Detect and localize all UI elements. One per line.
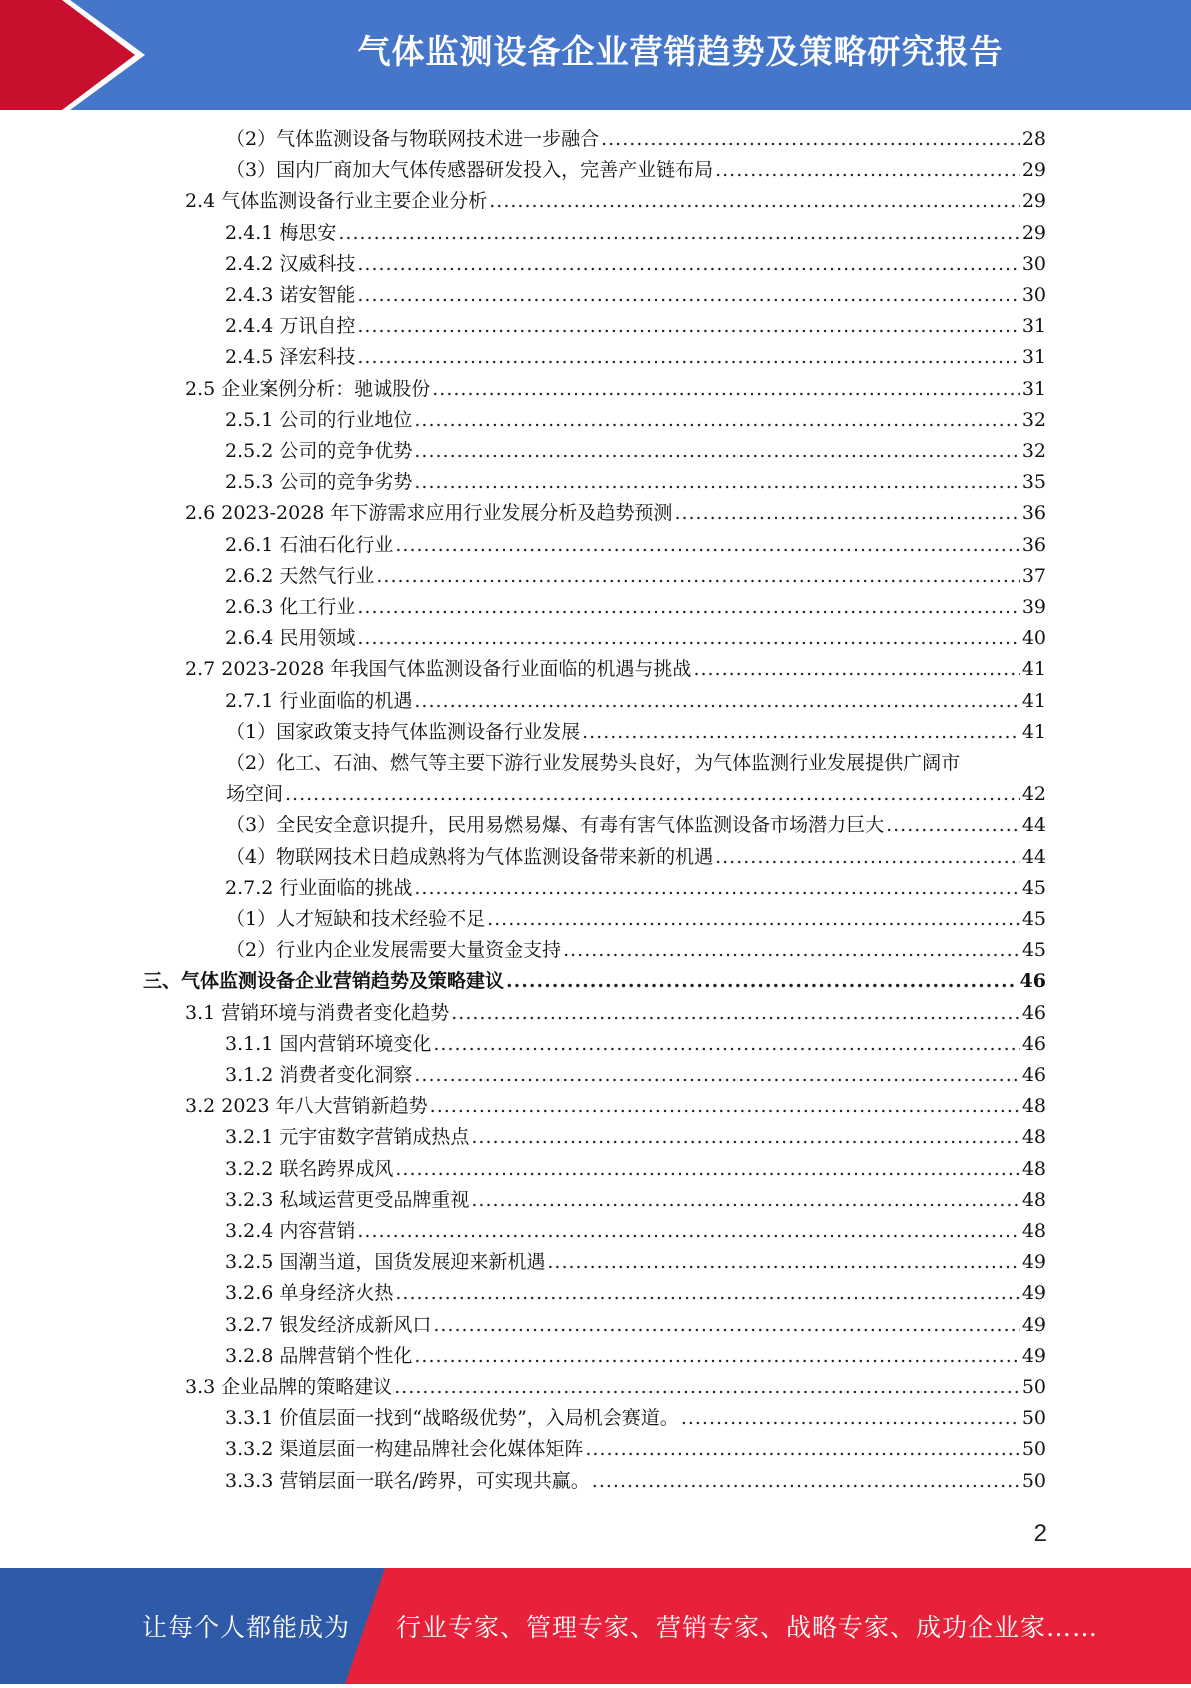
toc-leader-dots bbox=[582, 717, 1020, 748]
toc-entry[interactable] bbox=[185, 186, 1046, 217]
toc-entry[interactable] bbox=[225, 1154, 1046, 1185]
toc-page-number: 32 bbox=[1021, 409, 1046, 431]
toc-entry-text: 3.2.5 国潮当道，国货发展迎来新机遇 bbox=[225, 1251, 546, 1273]
toc-leader-dots bbox=[338, 218, 1019, 249]
page-number: 2 bbox=[1033, 1520, 1047, 1547]
toc-page-number: 29 bbox=[1021, 159, 1046, 181]
toc-page-number: 36 bbox=[1021, 502, 1046, 524]
toc-entry[interactable] bbox=[225, 1434, 1046, 1465]
toc-entry-text-continued: 场空间 bbox=[226, 783, 284, 805]
toc-entry[interactable] bbox=[225, 1122, 1046, 1153]
toc-leader-dots bbox=[506, 966, 1018, 997]
toc-leader-dots bbox=[414, 405, 1019, 436]
toc-leader-dots bbox=[357, 311, 1019, 342]
toc-entry-text: 2.5 企业案例分析：驰诚股份 bbox=[185, 378, 431, 400]
toc-entry[interactable] bbox=[225, 686, 1046, 717]
toc-entry-text: （1）国家政策支持气体监测设备行业发展 bbox=[226, 721, 581, 743]
toc-entry[interactable] bbox=[225, 467, 1046, 498]
toc-entry[interactable] bbox=[185, 1091, 1046, 1122]
toc-entry-text: （3）国内厂商加大气体传感器研发投入，完善产业链布局 bbox=[226, 159, 714, 181]
toc-entry[interactable] bbox=[226, 155, 1046, 186]
toc-entry-text: 2.5.3 公司的竞争劣势 bbox=[225, 471, 413, 493]
toc-entry[interactable] bbox=[225, 1029, 1046, 1060]
toc-entry[interactable] bbox=[225, 280, 1046, 311]
toc-entry[interactable] bbox=[143, 966, 1046, 997]
toc-page-number: 49 bbox=[1021, 1251, 1046, 1273]
toc-entry-text: 3.1.2 消费者变化洞察 bbox=[225, 1064, 413, 1086]
toc-entry[interactable] bbox=[225, 436, 1046, 467]
toc-leader-dots bbox=[585, 1434, 1019, 1465]
toc-entry[interactable] bbox=[225, 1247, 1046, 1278]
toc-entry[interactable] bbox=[226, 717, 1046, 748]
toc-page-number: 50 bbox=[1021, 1438, 1046, 1460]
toc-page-number: 49 bbox=[1021, 1282, 1046, 1304]
toc-leader-dots bbox=[471, 1185, 1019, 1216]
toc-entry[interactable] bbox=[225, 592, 1046, 623]
toc-leader-dots bbox=[357, 1216, 1019, 1247]
toc-entry-text: 3.1.1 国内营销环境变化 bbox=[225, 1033, 432, 1055]
toc-page-number: 44 bbox=[1021, 814, 1046, 836]
toc-entry-text: 3.1 营销环境与消费者变化趋势 bbox=[185, 1002, 450, 1024]
toc-entry-text: （1）人才短缺和技术经验不足 bbox=[226, 908, 486, 930]
toc-leader-dots bbox=[471, 1122, 1019, 1153]
toc-leader-dots bbox=[357, 342, 1019, 373]
page-header bbox=[0, 0, 1191, 110]
toc-leader-dots bbox=[285, 779, 1020, 810]
toc-page-number: 50 bbox=[1021, 1407, 1046, 1429]
toc-entry-text: 2.7.1 行业面临的机遇 bbox=[225, 690, 413, 712]
toc-leader-dots bbox=[430, 1091, 1020, 1122]
toc-entry[interactable] bbox=[225, 405, 1046, 436]
header-arrow-logo bbox=[0, 0, 170, 110]
toc-page-number: 48 bbox=[1021, 1189, 1046, 1211]
toc-leader-dots bbox=[715, 155, 1020, 186]
toc-leader-dots bbox=[681, 1403, 1020, 1434]
toc-page-number: 31 bbox=[1021, 346, 1046, 368]
toc-page-number: 28 bbox=[1021, 128, 1046, 150]
toc-page-number: 42 bbox=[1021, 783, 1046, 805]
toc-entry[interactable] bbox=[225, 1216, 1046, 1247]
toc-leader-dots bbox=[414, 1341, 1019, 1372]
toc-page-number: 46 bbox=[1021, 1033, 1046, 1055]
toc-entry[interactable] bbox=[225, 311, 1046, 342]
toc-entry[interactable] bbox=[225, 623, 1046, 654]
toc-leader-dots bbox=[394, 1372, 1020, 1403]
footer-slogan-right: 行业专家、管理专家、营销专家、战略专家、成功企业家…… bbox=[396, 1613, 1099, 1642]
toc-entry[interactable] bbox=[226, 748, 1046, 810]
toc-page-number: 50 bbox=[1021, 1470, 1046, 1492]
toc-page-number: 45 bbox=[1021, 877, 1046, 899]
toc-entry[interactable] bbox=[185, 654, 1046, 685]
toc-leader-dots bbox=[395, 530, 1019, 561]
toc-leader-dots bbox=[489, 186, 1020, 217]
toc-entry-text: 2.4.4 万讯自控 bbox=[225, 315, 356, 337]
page-footer bbox=[0, 1568, 1191, 1684]
toc-leader-dots bbox=[601, 124, 1020, 155]
toc-entry[interactable] bbox=[225, 342, 1046, 373]
toc-leader-dots bbox=[674, 498, 1019, 529]
toc-entry-text: 3.2.7 银发经济成新风口 bbox=[225, 1314, 432, 1336]
toc-page-number: 49 bbox=[1021, 1345, 1046, 1367]
toc-entry[interactable] bbox=[225, 249, 1046, 280]
toc-leader-dots bbox=[563, 935, 1020, 966]
toc-page-number: 46 bbox=[1019, 970, 1046, 992]
toc-page-number: 48 bbox=[1021, 1220, 1046, 1242]
toc-leader-dots bbox=[433, 1310, 1019, 1341]
toc-entry-text: 2.6.1 石油石化行业 bbox=[225, 534, 394, 556]
toc-entry-text: 2.4.3 诺安智能 bbox=[225, 284, 356, 306]
toc-page-number: 41 bbox=[1021, 690, 1046, 712]
toc-entry[interactable] bbox=[225, 1403, 1046, 1434]
toc-page-number: 32 bbox=[1021, 440, 1046, 462]
toc-entry[interactable] bbox=[185, 374, 1046, 405]
toc-entry[interactable] bbox=[185, 1372, 1046, 1403]
toc-entry[interactable] bbox=[226, 904, 1046, 935]
toc-entry-text: （2）化工、石油、燃气等主要下游行业发展势头良好，为气体监测行业发展提供广阔市 bbox=[226, 752, 961, 774]
toc-leader-dots bbox=[886, 810, 1020, 841]
toc-entry-text: 2.7 2023-2028 年我国气体监测设备行业面临的机遇与挑战 bbox=[185, 658, 692, 680]
toc-page-number: 37 bbox=[1021, 565, 1046, 587]
toc-page-number: 46 bbox=[1021, 1002, 1046, 1024]
toc-leader-dots bbox=[487, 904, 1020, 935]
toc-entry-text: （2）气体监测设备与物联网技术进一步融合 bbox=[226, 128, 600, 150]
toc-page-number: 30 bbox=[1021, 284, 1046, 306]
toc-entry[interactable] bbox=[225, 218, 1046, 249]
toc-leader-dots bbox=[414, 436, 1019, 467]
toc-entry-text: 2.6.2 天然气行业 bbox=[225, 565, 375, 587]
toc-entry-text: （3）全民安全意识提升，民用易燃易爆、有毒有害气体监测设备市场潜力巨大 bbox=[226, 814, 885, 836]
toc-entry-text: 2.7.2 行业面临的挑战 bbox=[225, 877, 413, 899]
toc-entry[interactable] bbox=[185, 498, 1046, 529]
toc-entry-text: 3.3.1 价值层面一找到“战略级优势”，入局机会赛道。 bbox=[225, 1407, 679, 1429]
toc-entry-text: 三、气体监测设备企业营销趋势及策略建议 bbox=[143, 970, 505, 992]
toc-entry-text: 3.3.3 营销层面一联名/跨界，可实现共赢。 bbox=[225, 1470, 590, 1492]
toc-leader-dots bbox=[357, 592, 1019, 623]
toc-entry-text: 3.2.4 内容营销 bbox=[225, 1220, 356, 1242]
toc-leader-dots bbox=[357, 280, 1019, 311]
toc-entry[interactable] bbox=[226, 810, 1046, 841]
toc-entry-text: 2.6 2023-2028 年下游需求应用行业发展分析及趋势预测 bbox=[185, 502, 673, 524]
toc-page-number: 41 bbox=[1021, 658, 1046, 680]
toc-page-number: 46 bbox=[1021, 1064, 1046, 1086]
toc-page-number: 48 bbox=[1021, 1158, 1046, 1180]
toc-entry-text: 3.2.8 品牌营销个性化 bbox=[225, 1345, 413, 1367]
toc-page-number: 50 bbox=[1021, 1376, 1046, 1398]
toc-leader-dots bbox=[357, 623, 1019, 654]
toc-entry[interactable] bbox=[225, 1060, 1046, 1091]
toc-entry-text: 3.3.2 渠道层面一构建品牌社会化媒体矩阵 bbox=[225, 1438, 584, 1460]
toc-entry[interactable] bbox=[225, 530, 1046, 561]
toc-leader-dots bbox=[414, 467, 1019, 498]
toc-leader-dots bbox=[547, 1247, 1019, 1278]
toc-entry[interactable] bbox=[226, 842, 1046, 873]
toc-leader-dots bbox=[592, 1466, 1020, 1497]
toc-entry-text: 2.4.1 梅思安 bbox=[225, 222, 337, 244]
toc-page-number: 40 bbox=[1021, 627, 1046, 649]
toc-entry-text: 2.5.2 公司的竞争优势 bbox=[225, 440, 413, 462]
toc-entry-text: 3.2.3 私域运营更受品牌重视 bbox=[225, 1189, 470, 1211]
toc-entry[interactable] bbox=[225, 1341, 1046, 1372]
toc-page-number: 49 bbox=[1021, 1314, 1046, 1336]
toc-page-number: 45 bbox=[1021, 908, 1046, 930]
toc-leader-dots bbox=[376, 561, 1019, 592]
toc-leader-dots bbox=[395, 1278, 1019, 1309]
toc-leader-dots bbox=[693, 654, 1019, 685]
toc-page-number: 45 bbox=[1021, 939, 1046, 961]
toc-leader-dots bbox=[432, 374, 1020, 405]
toc-entry[interactable] bbox=[225, 1466, 1046, 1497]
toc-entry-text: 2.5.1 公司的行业地位 bbox=[225, 409, 413, 431]
toc-entry[interactable] bbox=[225, 561, 1046, 592]
toc-entry-text: 3.2 2023 年八大营销新趋势 bbox=[185, 1095, 428, 1117]
toc-entry-text: 3.2.1 元宇宙数字营销成热点 bbox=[225, 1126, 470, 1148]
toc-page-number: 29 bbox=[1021, 222, 1046, 244]
toc-page-number: 48 bbox=[1021, 1126, 1046, 1148]
toc-entry[interactable] bbox=[226, 935, 1046, 966]
toc-page-number: 31 bbox=[1021, 315, 1046, 337]
toc-leader-dots bbox=[715, 842, 1020, 873]
toc-leader-dots bbox=[414, 1060, 1019, 1091]
toc-page-number: 35 bbox=[1021, 471, 1046, 493]
toc-entry[interactable] bbox=[225, 1310, 1046, 1341]
toc-entry-text: 3.3 企业品牌的策略建议 bbox=[185, 1376, 393, 1398]
toc-leader-dots bbox=[414, 686, 1019, 717]
toc-entry[interactable] bbox=[185, 998, 1046, 1029]
toc-page-number: 44 bbox=[1021, 846, 1046, 868]
toc-leader-dots bbox=[395, 1154, 1019, 1185]
toc-page-number: 39 bbox=[1021, 596, 1046, 618]
toc-leader-dots bbox=[414, 873, 1019, 904]
toc-page-number: 29 bbox=[1021, 190, 1046, 212]
toc-entry-text: 2.6.3 化工行业 bbox=[225, 596, 356, 618]
toc-entry-text: 2.4.2 汉威科技 bbox=[225, 253, 356, 275]
toc-entry[interactable] bbox=[226, 124, 1046, 155]
toc-entry-text: 2.6.4 民用领域 bbox=[225, 627, 356, 649]
toc-page-number: 30 bbox=[1021, 253, 1046, 275]
toc-page-number: 36 bbox=[1021, 534, 1046, 556]
toc-entry[interactable] bbox=[225, 1278, 1046, 1309]
toc-page-number: 31 bbox=[1021, 378, 1046, 400]
toc-entry-text: （4）物联网技术日趋成熟将为气体监测设备带来新的机遇 bbox=[226, 846, 714, 868]
toc-leader-dots bbox=[433, 1029, 1019, 1060]
toc-entry-text: 2.4 气体监测设备行业主要企业分析 bbox=[185, 190, 488, 212]
report-title: 气体监测设备企业营销趋势及策略研究报告 bbox=[357, 32, 1004, 71]
toc-page-number: 48 bbox=[1021, 1095, 1046, 1117]
toc-leader-dots bbox=[451, 998, 1020, 1029]
toc-leader-dots bbox=[357, 249, 1019, 280]
footer-slogan-left: 让每个人都能成为 bbox=[142, 1613, 351, 1642]
toc-entry[interactable] bbox=[225, 873, 1046, 904]
toc-entry-text: （2）行业内企业发展需要大量资金支持 bbox=[226, 939, 562, 961]
toc-entry-text: 3.2.6 单身经济火热 bbox=[225, 1282, 394, 1304]
toc-page-number: 41 bbox=[1021, 721, 1046, 743]
toc-entry-text: 3.2.2 联名跨界成风 bbox=[225, 1158, 394, 1180]
toc-entry[interactable] bbox=[225, 1185, 1046, 1216]
toc-entry-text: 2.4.5 泽宏科技 bbox=[225, 346, 356, 368]
